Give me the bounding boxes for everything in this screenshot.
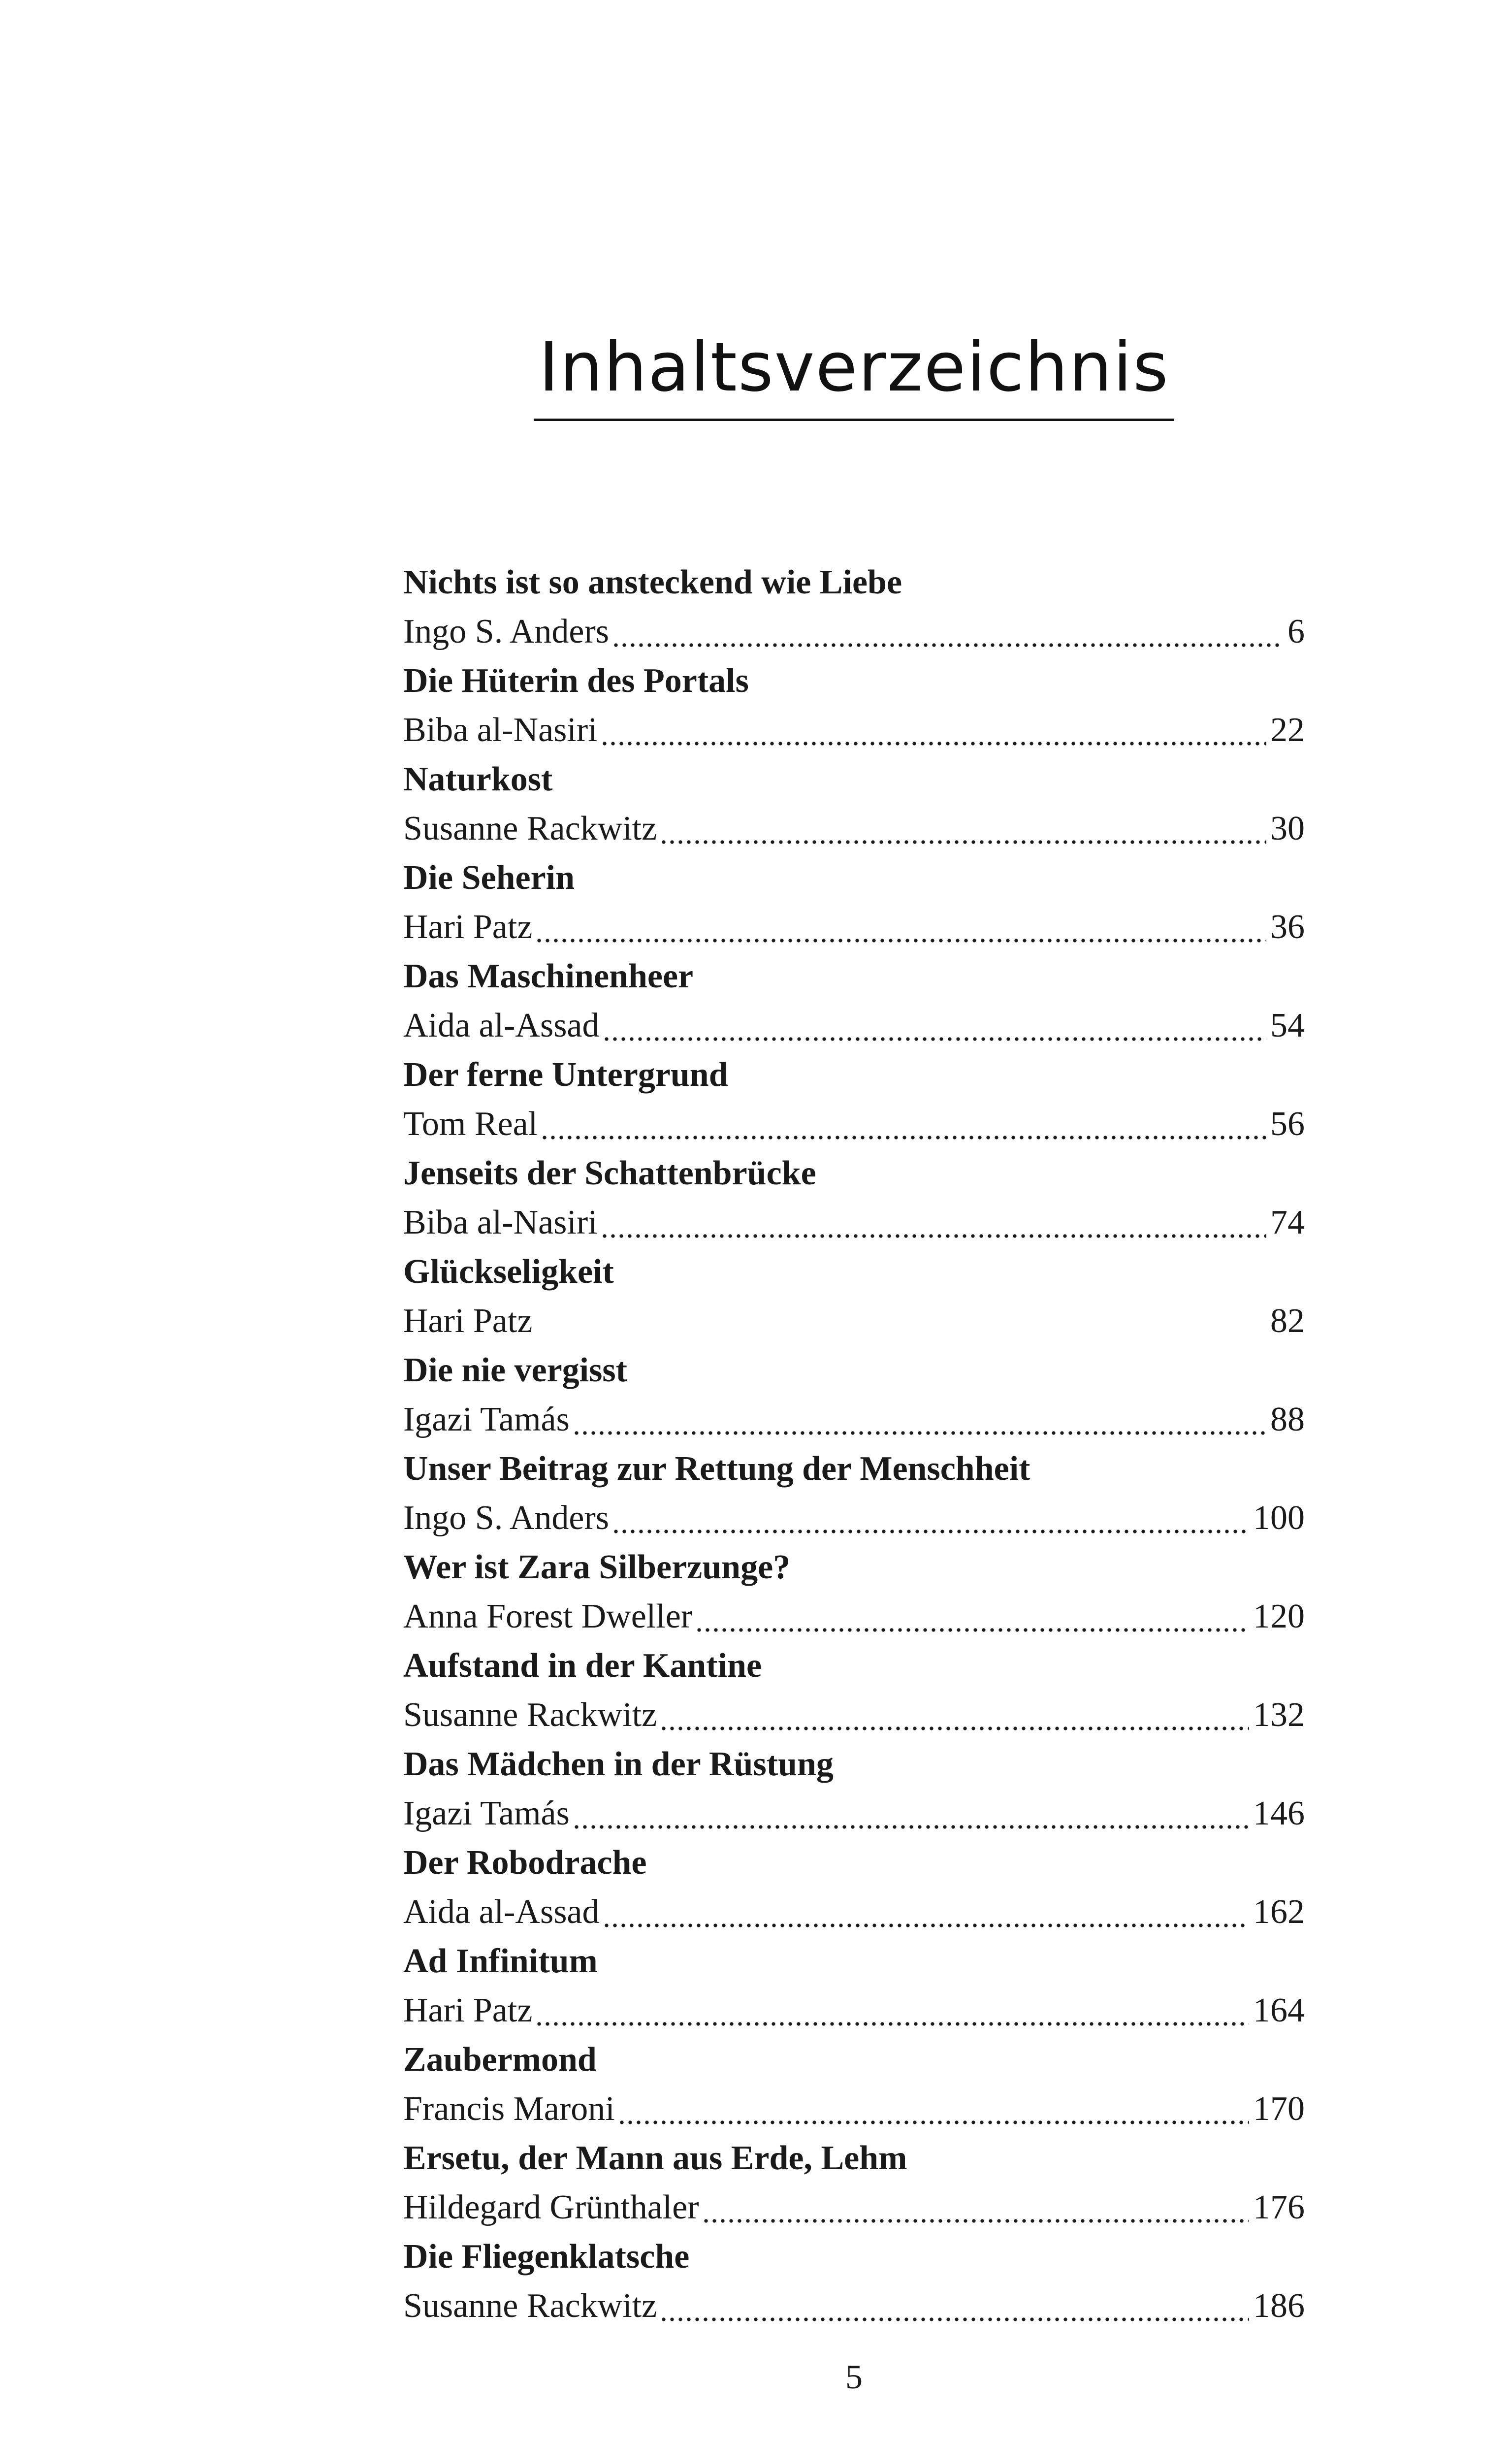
page-number: 36 — [1270, 908, 1305, 946]
story-title: Die Hüterin des Portals — [403, 661, 749, 700]
entry-row — [403, 607, 1305, 656]
entry-row — [403, 1395, 1305, 1444]
toc-entry — [403, 1247, 1305, 1346]
entry-row — [403, 1592, 1305, 1641]
story-title: Wer ist Zara Silberzunge? — [403, 1548, 791, 1586]
page-number: 162 — [1253, 1892, 1305, 1931]
story-title: Der ferne Untergrund — [403, 1055, 728, 1094]
dot-leader — [575, 1429, 1266, 1437]
page-number: 82 — [1270, 1302, 1305, 1340]
entry-row — [403, 1001, 1305, 1050]
dot-leader — [543, 1133, 1266, 1142]
page-number: 170 — [1253, 2089, 1305, 2128]
author-name: Ingo S. Anders — [403, 1498, 610, 1537]
entry-row — [403, 2183, 1305, 2232]
dot-leader — [697, 1626, 1249, 1634]
toc-entry — [403, 2134, 1305, 2232]
page-number: 164 — [1253, 1991, 1305, 2029]
page-number: 132 — [1253, 1695, 1305, 1734]
entry-row — [403, 1986, 1305, 2035]
entry-row — [403, 1691, 1305, 1740]
entry-row — [403, 903, 1305, 952]
dot-leader — [575, 1823, 1249, 1831]
dot-leader — [537, 2020, 1249, 2028]
story-title: Die Fliegenklatsche — [403, 2237, 690, 2276]
dot-leader — [605, 1921, 1249, 1930]
entry-row — [403, 1494, 1305, 1543]
entry-row — [403, 2281, 1305, 2331]
page-number: 6 — [1287, 612, 1305, 651]
page-number: 186 — [1253, 2286, 1305, 2325]
page-number: 100 — [1253, 1498, 1305, 1537]
entry-row — [403, 706, 1305, 755]
dot-leader — [605, 1035, 1266, 1043]
story-title: Das Maschinenheer — [403, 957, 694, 995]
toc-content — [403, 283, 1305, 2331]
entry-row — [403, 1297, 1305, 1346]
author-name: Susanne Rackwitz — [403, 1695, 657, 1734]
story-title: Das Mädchen in der Rüstung — [403, 1745, 834, 1783]
story-title: Die Seherin — [403, 858, 575, 897]
author-name: Hari Patz — [403, 1991, 533, 2029]
page-number: 74 — [1270, 1203, 1305, 1241]
page-number: 88 — [1270, 1400, 1305, 1438]
story-title: Jenseits der Schattenbrücke — [403, 1154, 816, 1192]
page-number: 176 — [1253, 2188, 1305, 2226]
entry-row — [403, 1198, 1305, 1247]
author-name: Hari Patz — [403, 1302, 533, 1340]
page-number: 30 — [1270, 809, 1305, 847]
toc-entry — [403, 1444, 1305, 1543]
page-number: 56 — [1270, 1105, 1305, 1143]
author-name: Igazi Tamás — [403, 1400, 570, 1438]
dot-leader — [603, 739, 1266, 748]
toc-entry — [403, 1346, 1305, 1444]
author-name: Igazi Tamás — [403, 1794, 570, 1832]
entry-row — [403, 1100, 1305, 1149]
dot-leader — [537, 1330, 1266, 1339]
toc-entry — [403, 1543, 1305, 1641]
toc-entry — [403, 2035, 1305, 2134]
author-name: Francis Maroni — [403, 2089, 615, 2128]
toc-entry — [403, 1149, 1305, 1247]
dot-leader — [603, 1232, 1266, 1240]
story-title: Die nie vergisst — [403, 1351, 627, 1389]
author-name: Ingo S. Anders — [403, 612, 610, 651]
title-wrap — [403, 283, 1305, 467]
page-number: 54 — [1270, 1006, 1305, 1044]
author-name: Hildegard Grünthaler — [403, 2188, 699, 2226]
dot-leader — [704, 2216, 1249, 2225]
toc-entry — [403, 656, 1305, 755]
folio-page-number: 5 — [845, 2358, 863, 2396]
author-name: Biba al-Nasiri — [403, 711, 598, 749]
dot-leader — [537, 936, 1266, 945]
author-name: Anna Forest Dweller — [403, 1597, 693, 1635]
dot-leader — [662, 2315, 1249, 2324]
toc-entry — [403, 558, 1305, 656]
page-number: 22 — [1270, 711, 1305, 749]
author-name: Susanne Rackwitz — [403, 2286, 657, 2325]
dot-leader — [614, 1527, 1249, 1536]
story-title: Aufstand in der Kantine — [403, 1646, 762, 1685]
story-title: Unser Beitrag zur Rettung der Menschheit — [403, 1449, 1030, 1488]
entry-row — [403, 2085, 1305, 2134]
story-title: Naturkost — [403, 760, 553, 798]
story-title: Zaubermond — [403, 2040, 597, 2079]
dot-leader — [620, 2118, 1249, 2127]
toc-entry — [403, 952, 1305, 1050]
author-name: Susanne Rackwitz — [403, 809, 657, 847]
author-name: Hari Patz — [403, 908, 533, 946]
author-name: Aida al-Assad — [403, 1006, 600, 1044]
dot-leader — [662, 838, 1266, 847]
author-name: Aida al-Assad — [403, 1892, 600, 1931]
toc-entry — [403, 853, 1305, 952]
entry-row — [403, 1888, 1305, 1937]
page-number: 120 — [1253, 1597, 1305, 1635]
toc-entry — [403, 1740, 1305, 1838]
toc-entry — [403, 1050, 1305, 1149]
dot-leader — [614, 641, 1284, 650]
page-number: 146 — [1253, 1794, 1305, 1832]
entry-row — [403, 804, 1305, 853]
dot-leader — [662, 1724, 1249, 1733]
toc-entry — [403, 2232, 1305, 2331]
toc-entry — [403, 755, 1305, 853]
author-name: Biba al-Nasiri — [403, 1203, 598, 1241]
story-title: Nichts ist so ansteckend wie Liebe — [403, 563, 902, 601]
story-title: Der Robodrache — [403, 1843, 647, 1882]
toc-entry — [403, 1838, 1305, 1937]
toc-list — [403, 558, 1305, 2331]
story-title: Glückseligkeit — [403, 1252, 614, 1291]
toc-entry — [403, 1641, 1305, 1740]
story-title: Ersetu, der Mann aus Erde, Lehm — [403, 2139, 907, 2177]
toc-entry — [403, 1937, 1305, 2035]
story-title: Ad Infinitum — [403, 1942, 598, 1980]
author-name: Tom Real — [403, 1105, 538, 1143]
page-title: Inhaltsverzeichnis — [534, 328, 1174, 421]
entry-row — [403, 1789, 1305, 1838]
